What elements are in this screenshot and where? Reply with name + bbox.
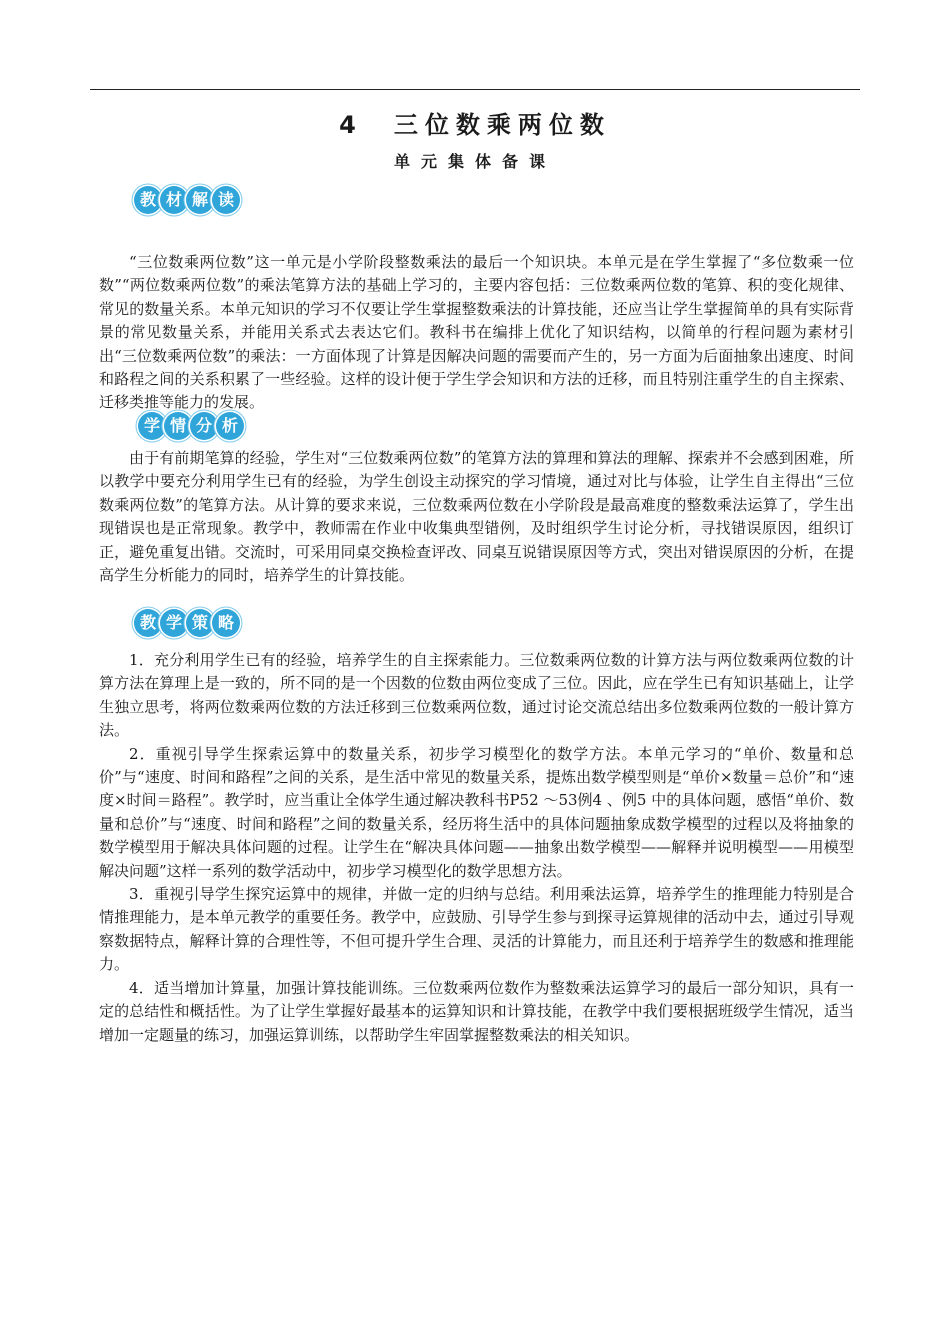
badge-char: 读 (212, 186, 240, 214)
page-title: 4 三位数乘两位数 (339, 111, 611, 139)
badge-char: 材 (160, 186, 188, 214)
badge-char: 策 (186, 609, 214, 637)
header-rule (90, 89, 860, 90)
badge-char: 教 (134, 609, 162, 637)
section-badge-strategy (134, 609, 238, 637)
badge-char: 解 (186, 186, 214, 214)
badge-char: 学 (138, 412, 166, 440)
badge-char: 学 (160, 609, 188, 637)
textbook-paragraph: “三位数乘两位数”这一单元是小学阶段整数乘法的最后一个知识块。本单元是在学生掌握了“多位数乘一位数”“两位数乘两位数”的乘法笔算方法的基础上学习的，主要内容包括：三位数乘两位数的笔算、积的变化规律、常见的数量关系。本单元知识的学习不仅要让学生掌握整数乘法的计算技能，还应当让学生掌握简单的具有实际背景的常见数量关系，并能用关系式去表达它们。教科书在编排上优化了知识结构，以简单的行程问题为素材引出“三位数乘两位数”的乘法：一方面体现了计算是因解决问题的需要而产生的，另一方面为后面抽象出速度、时间和路程之间的关系积累了一些经验。这样的设计便于学生学会知识和方法的迁移，而且特别注重学生的自主探索、迁移类推等能力的发展。 (99, 253, 854, 412)
strategy-list (99, 649, 854, 1047)
badge-char: 略 (212, 609, 240, 637)
badge-char: 情 (164, 412, 192, 440)
section-badge-textbook (134, 186, 238, 214)
strategy-item: 1．充分利用学生已有的经验，培养学生的自主探索能力。三位数乘两位数的计算方法与两位数乘两位数的计算方法在算理上是一致的，所不同的是一个因数的位数由两位变成了三位。因此，应在学生已有知识基础上，让学生独立思考，将两位数乘两位数的方法迁移到三位数乘两位数，通过讨论交流总结出多位数乘两位数的一般计算方法。 (99, 651, 854, 740)
students-paragraph: 由于有前期笔算的经验，学生对“三位数乘两位数”的笔算方法的算理和算法的理解、探索并不会感到困难，所以教学中要充分利用学生已有的经验，为学生创设主动探究的学习情境，通过对比与体验，让学生自主得出“三位数乘两位数”的笔算方法。从计算的要求来说，三位数乘两位数在小学阶段是最高难度的整数乘法运算了，学生出现错误也是正常现象。教学中，教师需在作业中收集典型错例，及时组织学生讨论分析，寻找错误原因，组织订正，避免重复出错。交流时，可采用同桌交换检查评改、同桌互说错误原因等方式，突出对错误原因的分析，在提高学生分析能力的同时，培养学生的计算技能。 (99, 449, 854, 585)
strategy-item: 2．重视引导学生探索运算中的数量关系，初步学习模型化的数学方法。本单元学习的“单价、数量和总价”与“速度、时间和路程”之间的关系，是生活中常见的数量关系，提炼出数学模型则是“单价×数量＝总价”和“速度×时间＝路程”。教学时，应当重让全体学生通过解决教科书P52 ～53例4 、例5 中的具体问题，感悟“单价、数量和总价”与“速度、时间和路程”之间的数量关系，经历将生活中的具体问题抽象成数学模型的过程以及将抽象的数学模型用于解决具体问题的过程。让学生在“解决具体问题——抽象出数学模型——解释并说明模型——用模型解决问题”这样一系列的数学活动中，初步学习模型化的数学思想方法。 (99, 744, 854, 880)
badge-char: 析 (216, 412, 244, 440)
badge-char: 分 (190, 412, 218, 440)
strategy-item: 3．重视引导学生探究运算中的规律，并做一定的归纳与总结。利用乘法运算，培养学生的推理能力特别是合情推理能力，是本单元教学的重要任务。教学中，应鼓励、引导学生参与到探寻运算规律的活动中去，通过引导观察数据特点，解释计算的合理性等，不但可提升学生合理、灵活的计算能力，而且还利于培养学生的数感和推理能力。 (99, 885, 854, 974)
page-subtitle: 单元集体备课 (393, 152, 556, 171)
badge-char: 教 (134, 186, 162, 214)
section-badge-students (138, 412, 242, 440)
strategy-item: 4．适当增加计算量，加强计算技能训练。三位数乘两位数作为整数乘法运算学习的最后一部分知识，具有一定的总结性和概括性。为了让学生掌握好最基本的运算知识和计算技能，在教学中我们要根据班级学生情况，适当增加一定题量的练习，加强运算训练，以帮助学生牢固掌握整数乘法的相关知识。 (99, 978, 854, 1044)
